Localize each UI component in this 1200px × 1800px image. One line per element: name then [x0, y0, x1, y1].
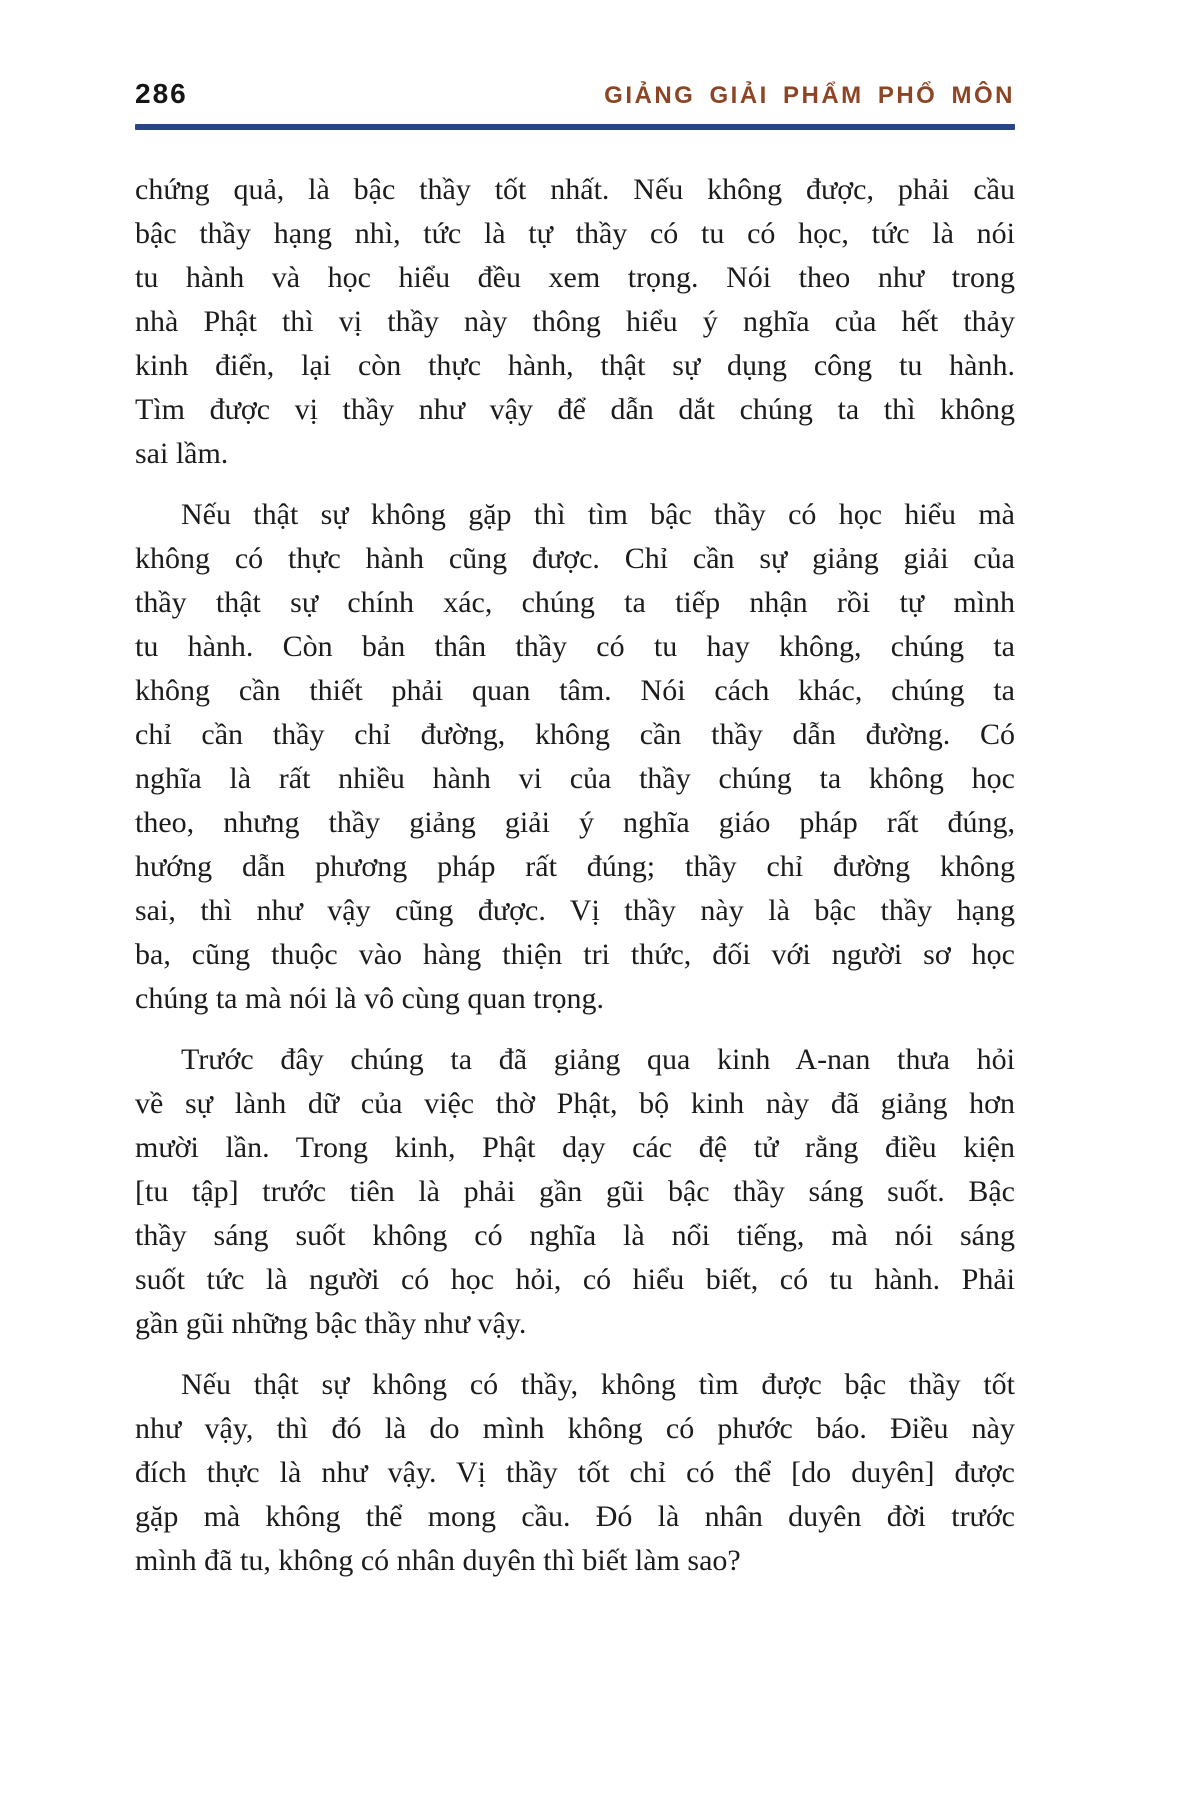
text-line: chúng ta mà nói là vô cùng quan trọng. [135, 982, 605, 1015]
page-header [135, 78, 1015, 112]
text-line: chỉ cần thầy chỉ đường, không cần thầy dẫn đường. Có [135, 718, 1015, 751]
text-line: gặp mà không thể mong cầu. Đó là nhân duyên đời trước [135, 1500, 1015, 1533]
text-line: chứng quả, là bậc thầy tốt nhất. Nếu không được, phải cầu [135, 173, 1015, 206]
text-line: Nếu thật sự không có thầy, không tìm được bậc thầy tốt [181, 1368, 1015, 1401]
text-line: Tìm được vị thầy như vậy để dẫn dắt chúng ta thì không [135, 393, 1015, 426]
text-line: nhà Phật thì vị thầy này thông hiểu ý nghĩa của hết thảy [135, 305, 1015, 338]
text-line: thầy thật sự chính xác, chúng ta tiếp nhận rồi tự mình [135, 586, 1015, 619]
text-line: mình đã tu, không có nhân duyên thì biết làm sao? [135, 1544, 741, 1577]
text-line: tu hành và học hiểu đều xem trọng. Nói theo như trong [135, 261, 1015, 294]
paragraph [135, 168, 1015, 476]
text-line: [tu tập] trước tiên là phải gần gũi bậc thầy sáng suốt. Bậc [135, 1175, 1015, 1208]
page-body [135, 168, 1015, 1583]
text-line: nghĩa là rất nhiều hành vi của thầy chúng ta không học [135, 762, 1015, 795]
text-line: gần gũi những bậc thầy như vậy. [135, 1307, 527, 1340]
paragraph [135, 1363, 1015, 1583]
text-line: hướng dẫn phương pháp rất đúng; thầy chỉ đường không [135, 850, 1015, 883]
text-line: không có thực hành cũng được. Chỉ cần sự giảng giải của [135, 542, 1015, 575]
page-number: 286 [135, 78, 188, 109]
text-line: về sự lành dữ của việc thờ Phật, bộ kinh này đã giảng hơn [135, 1087, 1015, 1120]
text-line: theo, nhưng thầy giảng giải ý nghĩa giáo pháp rất đúng, [135, 806, 1015, 839]
text-line: suốt tức là người có học hỏi, có hiểu biết, có tu hành. Phải [135, 1263, 1015, 1296]
text-line: mười lần. Trong kinh, Phật dạy các đệ tử rằng điều kiện [135, 1131, 1015, 1164]
text-line: sai, thì như vậy cũng được. Vị thầy này là bậc thầy hạng [135, 894, 1015, 927]
text-line: Nếu thật sự không gặp thì tìm bậc thầy có học hiểu mà [181, 498, 1015, 531]
paragraph [135, 493, 1015, 1021]
text-line: đích thực là như vậy. Vị thầy tốt chỉ có thể [do duyên] được [135, 1456, 1015, 1489]
text-line: như vậy, thì đó là do mình không có phước báo. Điều này [135, 1412, 1015, 1445]
text-line: ba, cũng thuộc vào hàng thiện tri thức, đối với người sơ học [135, 938, 1015, 971]
text-line: bậc thầy hạng nhì, tức là tự thầy có tu có học, tức là nói [135, 217, 1015, 250]
text-line: kinh điển, lại còn thực hành, thật sự dụng công tu hành. [135, 349, 1015, 382]
text-line: thầy sáng suốt không có nghĩa là nổi tiếng, mà nói sáng [135, 1219, 1015, 1252]
running-header-title: GIẢNG GIẢI PHẨM PHỔ MÔN [604, 82, 1015, 109]
header-rule [135, 124, 1015, 130]
text-line: Trước đây chúng ta đã giảng qua kinh A-nan thưa hỏi [181, 1043, 1015, 1076]
text-line: không cần thiết phải quan tâm. Nói cách khác, chúng ta [135, 674, 1015, 707]
paragraph [135, 1038, 1015, 1346]
text-line: tu hành. Còn bản thân thầy có tu hay không, chúng ta [135, 630, 1015, 663]
text-line: sai lầm. [135, 437, 229, 470]
